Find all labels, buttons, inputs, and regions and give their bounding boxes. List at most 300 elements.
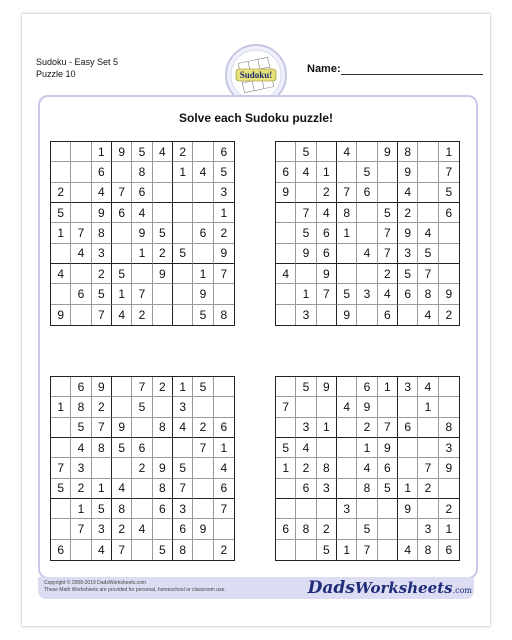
empty-cell[interactable] — [439, 244, 459, 264]
given-cell: 5 — [296, 223, 316, 243]
given-cell: 5 — [357, 162, 377, 182]
empty-cell[interactable] — [357, 305, 377, 325]
given-cell: 4 — [418, 223, 438, 243]
given-cell: 3 — [173, 397, 193, 417]
given-cell: 3 — [317, 479, 337, 499]
empty-cell[interactable] — [71, 162, 91, 182]
empty-cell[interactable] — [214, 284, 234, 304]
empty-cell[interactable] — [193, 540, 213, 560]
given-cell: 4 — [296, 162, 316, 182]
empty-cell[interactable] — [173, 264, 193, 284]
empty-cell[interactable] — [418, 499, 438, 519]
empty-cell[interactable] — [337, 162, 357, 182]
given-cell: 6 — [214, 418, 234, 438]
given-cell: 1 — [214, 203, 234, 223]
given-cell: 4 — [71, 438, 91, 458]
given-cell: 3 — [214, 183, 234, 203]
empty-cell[interactable] — [173, 438, 193, 458]
empty-cell[interactable] — [398, 397, 418, 417]
given-cell: 2 — [153, 377, 173, 397]
given-cell: 2 — [357, 418, 377, 438]
empty-cell[interactable] — [357, 223, 377, 243]
sudoku-grid-1 — [50, 141, 235, 326]
given-cell: 3 — [92, 244, 112, 264]
given-cell: 9 — [153, 264, 173, 284]
given-cell: 6 — [153, 499, 173, 519]
given-cell: 8 — [296, 519, 316, 539]
given-cell: 9 — [296, 244, 316, 264]
given-cell: 1 — [112, 284, 132, 304]
given-cell: 7 — [173, 479, 193, 499]
given-cell: 8 — [153, 479, 173, 499]
empty-cell[interactable] — [337, 418, 357, 438]
given-cell: 1 — [337, 223, 357, 243]
given-cell: 8 — [153, 418, 173, 438]
given-cell: 3 — [296, 305, 316, 325]
given-cell: 1 — [51, 223, 71, 243]
given-cell: 5 — [296, 377, 316, 397]
given-cell: 9 — [378, 438, 398, 458]
given-cell: 2 — [71, 479, 91, 499]
given-cell: 3 — [357, 284, 377, 304]
empty-cell[interactable] — [112, 162, 132, 182]
logo-text: Sudoku! — [239, 70, 273, 80]
given-cell: 5 — [418, 244, 438, 264]
empty-cell[interactable] — [378, 162, 398, 182]
empty-cell[interactable] — [357, 499, 377, 519]
given-cell: 8 — [112, 499, 132, 519]
empty-cell[interactable] — [276, 223, 296, 243]
empty-cell[interactable] — [132, 479, 152, 499]
given-cell: 7 — [112, 183, 132, 203]
given-cell: 6 — [193, 223, 213, 243]
empty-cell[interactable] — [296, 499, 316, 519]
empty-cell[interactable] — [51, 377, 71, 397]
empty-cell[interactable] — [214, 377, 234, 397]
given-cell: 9 — [112, 142, 132, 162]
given-cell: 4 — [398, 183, 418, 203]
given-cell: 5 — [214, 162, 234, 182]
empty-cell[interactable] — [71, 142, 91, 162]
name-field-line[interactable] — [341, 74, 483, 75]
given-cell: 5 — [398, 264, 418, 284]
empty-cell[interactable] — [317, 397, 337, 417]
empty-cell[interactable] — [296, 183, 316, 203]
given-cell: 8 — [92, 438, 112, 458]
given-cell: 7 — [378, 223, 398, 243]
given-cell: 9 — [398, 223, 418, 243]
copyright-notice — [44, 580, 226, 594]
brand-com: .com — [452, 586, 472, 595]
usage-line: These Math Worksheets are provided for personal, homeschool or classroom use. — [44, 587, 226, 593]
given-cell: 6 — [214, 479, 234, 499]
given-cell: 5 — [357, 519, 377, 539]
given-cell: 9 — [193, 284, 213, 304]
empty-cell[interactable] — [214, 397, 234, 417]
empty-cell[interactable] — [193, 397, 213, 417]
empty-cell[interactable] — [317, 142, 337, 162]
empty-cell[interactable] — [337, 438, 357, 458]
empty-cell[interactable] — [439, 264, 459, 284]
given-cell: 4 — [418, 305, 438, 325]
given-cell: 4 — [51, 264, 71, 284]
given-cell: 4 — [92, 540, 112, 560]
empty-cell[interactable] — [112, 223, 132, 243]
given-cell: 2 — [220, 542, 228, 557]
empty-cell[interactable] — [193, 244, 213, 264]
given-cell: 5 — [92, 499, 112, 519]
given-cell: 9 — [317, 264, 337, 284]
empty-cell[interactable] — [214, 519, 234, 539]
empty-cell[interactable] — [378, 540, 398, 560]
given-cell: 9 — [398, 499, 418, 519]
given-cell: 2 — [51, 183, 71, 203]
given-cell: 8 — [398, 142, 418, 162]
given-cell: 7 — [296, 203, 316, 223]
given-cell: 9 — [92, 203, 112, 223]
empty-cell[interactable] — [357, 203, 377, 223]
given-cell: 4 — [132, 519, 152, 539]
given-cell: 7 — [92, 418, 112, 438]
empty-cell[interactable] — [337, 458, 357, 478]
empty-cell[interactable] — [337, 377, 357, 397]
empty-cell[interactable] — [173, 305, 193, 325]
given-cell: 5 — [132, 397, 152, 417]
given-cell: 7 — [71, 519, 91, 539]
empty-cell[interactable] — [418, 142, 438, 162]
given-cell: 2 — [193, 418, 213, 438]
empty-cell[interactable] — [296, 397, 316, 417]
empty-cell[interactable] — [132, 418, 152, 438]
given-cell: 1 — [51, 397, 71, 417]
empty-cell[interactable] — [378, 183, 398, 203]
empty-cell[interactable] — [71, 305, 91, 325]
empty-cell[interactable] — [357, 142, 377, 162]
empty-cell[interactable] — [51, 284, 71, 304]
given-cell: 9 — [92, 377, 112, 397]
empty-cell[interactable] — [51, 499, 71, 519]
given-cell: 1 — [132, 244, 152, 264]
given-cell: 2 — [445, 307, 453, 322]
empty-cell[interactable] — [92, 458, 112, 478]
empty-cell[interactable] — [418, 183, 438, 203]
empty-cell[interactable] — [153, 284, 173, 304]
empty-cell[interactable] — [112, 458, 132, 478]
given-cell: 4 — [276, 264, 296, 284]
empty-cell[interactable] — [276, 499, 296, 519]
given-cell: 1 — [317, 418, 337, 438]
given-cell: 4 — [317, 203, 337, 223]
empty-cell[interactable] — [51, 519, 71, 539]
empty-cell[interactable] — [173, 284, 193, 304]
empty-cell[interactable] — [153, 397, 173, 417]
given-cell: 2 — [317, 183, 337, 203]
given-cell: 4 — [112, 479, 132, 499]
given-cell: 6 — [71, 284, 91, 304]
empty-cell[interactable] — [276, 377, 296, 397]
given-cell: 1 — [276, 458, 296, 478]
given-cell: 2 — [173, 142, 193, 162]
given-cell: 5 — [92, 284, 112, 304]
given-cell: 6 — [296, 479, 316, 499]
empty-cell[interactable] — [112, 377, 132, 397]
given-cell: 8 — [357, 479, 377, 499]
empty-cell[interactable] — [378, 519, 398, 539]
empty-cell[interactable] — [317, 499, 337, 519]
empty-cell[interactable] — [296, 264, 316, 284]
empty-cell[interactable] — [51, 162, 71, 182]
given-cell: 1 — [439, 142, 459, 162]
empty-cell[interactable] — [439, 479, 459, 499]
given-cell: 5 — [317, 540, 337, 560]
empty-cell[interactable] — [173, 183, 193, 203]
empty-cell[interactable] — [276, 203, 296, 223]
empty-cell[interactable] — [276, 244, 296, 264]
given-cell: 6 — [317, 244, 337, 264]
empty-cell[interactable] — [193, 499, 213, 519]
given-cell: 9 — [378, 142, 398, 162]
given-cell: 5 — [112, 438, 132, 458]
given-cell: 7 — [439, 162, 459, 182]
empty-cell[interactable] — [193, 203, 213, 223]
given-cell: 5 — [153, 540, 173, 560]
empty-cell[interactable] — [357, 264, 377, 284]
given-cell: 4 — [112, 305, 132, 325]
empty-cell[interactable] — [153, 183, 173, 203]
given-cell: 8 — [71, 397, 91, 417]
given-cell: 6 — [112, 203, 132, 223]
empty-cell[interactable] — [153, 203, 173, 223]
given-cell: 2 — [112, 519, 132, 539]
given-cell: 5 — [132, 142, 152, 162]
given-cell: 2 — [214, 223, 234, 243]
given-cell: 6 — [378, 305, 398, 325]
empty-cell[interactable] — [337, 264, 357, 284]
given-cell: 6 — [51, 540, 71, 560]
empty-cell[interactable] — [51, 418, 71, 438]
empty-cell[interactable] — [317, 438, 337, 458]
given-cell: 7 — [71, 223, 91, 243]
empty-cell[interactable] — [71, 203, 91, 223]
empty-cell[interactable] — [418, 438, 438, 458]
given-cell: 9 — [193, 519, 213, 539]
given-cell: 9 — [112, 418, 132, 438]
given-cell: 5 — [193, 305, 213, 325]
given-cell: 4 — [153, 142, 173, 162]
empty-cell[interactable] — [398, 458, 418, 478]
brand-worksheets: Worksheets — [354, 579, 453, 597]
empty-cell[interactable] — [132, 264, 152, 284]
given-cell: 1 — [378, 377, 398, 397]
given-cell: 7 — [378, 244, 398, 264]
given-cell: 6 — [445, 542, 453, 557]
empty-cell[interactable] — [378, 499, 398, 519]
given-cell: 5 — [173, 244, 193, 264]
given-cell: 8 — [132, 162, 152, 182]
given-cell: 5 — [51, 479, 71, 499]
given-cell: 2 — [317, 519, 337, 539]
given-cell: 5 — [153, 223, 173, 243]
given-cell: 7 — [357, 540, 377, 560]
given-cell: 6 — [71, 377, 91, 397]
empty-cell[interactable] — [153, 162, 173, 182]
empty-cell[interactable] — [112, 244, 132, 264]
given-cell: 8 — [337, 203, 357, 223]
empty-cell[interactable] — [193, 183, 213, 203]
given-cell: 4 — [296, 438, 316, 458]
given-cell: 7 — [337, 183, 357, 203]
given-cell: 6 — [317, 223, 337, 243]
empty-cell[interactable] — [337, 244, 357, 264]
given-cell: 2 — [439, 499, 459, 519]
empty-cell[interactable] — [276, 479, 296, 499]
given-cell: 4 — [357, 244, 377, 264]
given-cell: 9 — [214, 244, 234, 264]
given-cell: 7 — [378, 418, 398, 438]
empty-cell[interactable] — [276, 142, 296, 162]
empty-cell[interactable] — [398, 305, 418, 325]
header-title-block — [36, 56, 118, 80]
given-cell: 9 — [439, 458, 459, 478]
brand-logo — [308, 578, 472, 598]
empty-cell[interactable] — [193, 458, 213, 478]
given-cell: 1 — [398, 479, 418, 499]
empty-cell[interactable] — [276, 284, 296, 304]
given-cell: 5 — [439, 183, 459, 203]
puzzle-number: Puzzle 10 — [36, 69, 76, 79]
given-cell: 2 — [153, 244, 173, 264]
empty-cell[interactable] — [153, 438, 173, 458]
empty-cell[interactable] — [276, 305, 296, 325]
given-cell: 9 — [132, 223, 152, 243]
given-cell: 7 — [317, 284, 337, 304]
given-cell: 2 — [132, 305, 152, 325]
given-cell: 5 — [112, 264, 132, 284]
given-cell: 5 — [51, 203, 71, 223]
given-cell: 8 — [418, 284, 438, 304]
empty-cell[interactable] — [132, 540, 152, 560]
empty-cell[interactable] — [276, 540, 296, 560]
given-cell: 8 — [439, 418, 459, 438]
worksheet-title: Sudoku - Easy Set 5 — [36, 57, 119, 67]
empty-cell[interactable] — [193, 479, 213, 499]
given-cell: 6 — [276, 162, 296, 182]
given-cell: 6 — [173, 519, 193, 539]
given-cell: 7 — [132, 377, 152, 397]
given-cell: 4 — [132, 203, 152, 223]
given-cell: 5 — [276, 438, 296, 458]
given-cell: 7 — [51, 458, 71, 478]
given-cell: 4 — [193, 162, 213, 182]
empty-cell[interactable] — [337, 479, 357, 499]
given-cell: 3 — [92, 519, 112, 539]
empty-cell[interactable] — [193, 142, 213, 162]
given-cell: 3 — [71, 458, 91, 478]
empty-cell[interactable] — [337, 519, 357, 539]
empty-cell[interactable] — [439, 223, 459, 243]
empty-cell[interactable] — [398, 438, 418, 458]
empty-cell[interactable] — [398, 519, 418, 539]
empty-cell[interactable] — [378, 397, 398, 417]
empty-cell[interactable] — [173, 223, 193, 243]
given-cell: 5 — [173, 458, 193, 478]
given-cell: 6 — [378, 458, 398, 478]
given-cell: 2 — [398, 203, 418, 223]
empty-cell[interactable] — [153, 519, 173, 539]
given-cell: 3 — [398, 244, 418, 264]
given-cell: 7 — [418, 458, 438, 478]
empty-cell[interactable] — [439, 377, 459, 397]
given-cell: 6 — [357, 377, 377, 397]
given-cell: 7 — [214, 264, 234, 284]
given-cell: 4 — [357, 458, 377, 478]
given-cell: 4 — [173, 418, 193, 438]
given-cell: 4 — [214, 458, 234, 478]
empty-cell[interactable] — [153, 305, 173, 325]
empty-cell[interactable] — [51, 438, 71, 458]
given-cell: 1 — [173, 162, 193, 182]
given-cell: 1 — [214, 438, 234, 458]
given-cell: 9 — [51, 305, 71, 325]
copyright-line: Copyright © 2008-2019 DadsWorksheets.com — [44, 580, 146, 586]
given-cell: 5 — [337, 284, 357, 304]
given-cell: 6 — [439, 203, 459, 223]
empty-cell[interactable] — [418, 418, 438, 438]
given-cell: 9 — [317, 377, 337, 397]
given-cell: 6 — [357, 183, 377, 203]
given-cell: 1 — [317, 162, 337, 182]
empty-cell[interactable] — [296, 540, 316, 560]
given-cell: 3 — [439, 438, 459, 458]
empty-cell[interactable] — [132, 499, 152, 519]
empty-cell[interactable] — [71, 540, 91, 560]
empty-cell[interactable] — [439, 397, 459, 417]
given-cell: 6 — [214, 142, 234, 162]
given-cell: 3 — [173, 499, 193, 519]
empty-cell[interactable] — [71, 264, 91, 284]
given-cell: 8 — [317, 458, 337, 478]
given-cell: 2 — [92, 397, 112, 417]
empty-cell[interactable] — [71, 183, 91, 203]
given-cell: 9 — [439, 284, 459, 304]
empty-cell[interactable] — [173, 203, 193, 223]
empty-cell[interactable] — [418, 203, 438, 223]
given-cell: 7 — [214, 499, 234, 519]
given-cell: 8 — [92, 223, 112, 243]
empty-cell[interactable] — [112, 397, 132, 417]
given-cell: 4 — [337, 142, 357, 162]
given-cell: 6 — [398, 284, 418, 304]
empty-cell[interactable] — [418, 162, 438, 182]
given-cell: 1 — [296, 284, 316, 304]
given-cell: 4 — [337, 397, 357, 417]
given-cell: 4 — [71, 244, 91, 264]
empty-cell[interactable] — [51, 142, 71, 162]
empty-cell[interactable] — [276, 418, 296, 438]
given-cell: 3 — [418, 519, 438, 539]
given-cell: 7 — [112, 540, 132, 560]
given-cell: 2 — [418, 479, 438, 499]
given-cell: 3 — [398, 377, 418, 397]
given-cell: 4 — [378, 284, 398, 304]
given-cell: 7 — [92, 305, 112, 325]
given-cell: 1 — [439, 519, 459, 539]
empty-cell[interactable] — [317, 305, 337, 325]
given-cell: 1 — [71, 499, 91, 519]
given-cell: 3 — [337, 499, 357, 519]
empty-cell[interactable] — [51, 244, 71, 264]
given-cell: 5 — [193, 377, 213, 397]
